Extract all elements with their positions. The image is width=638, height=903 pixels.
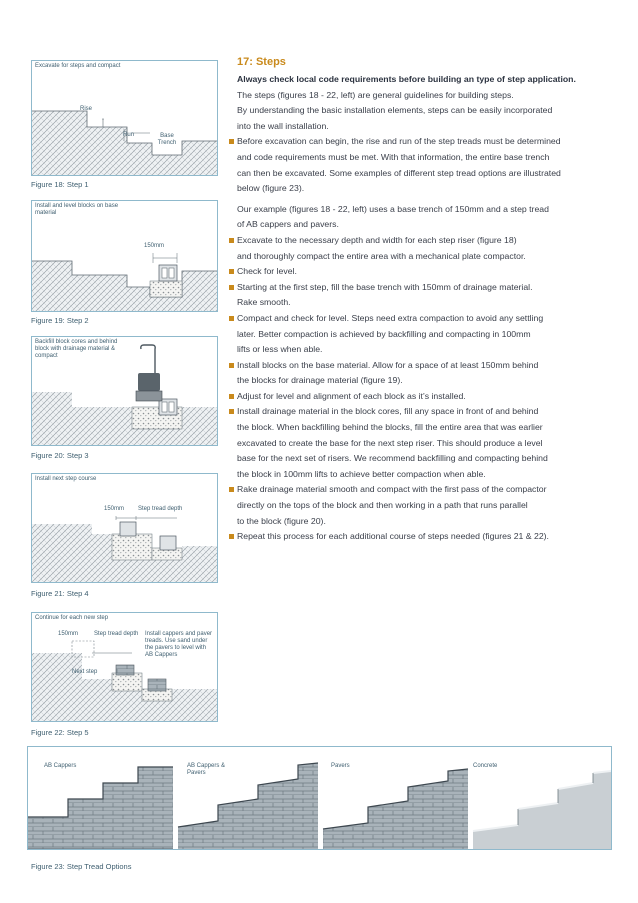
bullet-marker	[229, 394, 234, 399]
bullet-item	[229, 404, 609, 482]
figure-22-caption: Figure 22: Step 5	[31, 728, 89, 737]
bullet-line: Adjust for level and alignment of each block as it’s installed.	[237, 390, 466, 401]
figure-title: Backfill block cores and behind block with drainage material & compact	[35, 339, 118, 359]
figure-22-diagram	[32, 613, 217, 721]
bullet-marker	[229, 269, 234, 274]
bullet-item	[229, 482, 609, 529]
bullet-item	[229, 264, 609, 280]
step-tread-depth-label: Step tread depth	[94, 631, 139, 637]
bullet-line: below (figure 23).	[237, 183, 305, 194]
bullet-line: Before excavation can begin, the rise and run of the step treads must be determined	[237, 136, 561, 147]
intro-line: The steps (figures 18 - 22, left) are general guidelines for building steps.	[237, 89, 514, 100]
150mm-label: 150mm	[144, 243, 165, 249]
bullet-line: Rake smooth.	[237, 297, 291, 308]
example-line: of AB cappers and pavers.	[237, 219, 339, 230]
figure-18-step1	[31, 60, 218, 176]
install-cappers-note: Install cappers and paver treads. Use sand under the pavers to level with AB Cappers	[145, 631, 213, 658]
bullet-item	[229, 389, 609, 405]
figure-title: Install next step course	[35, 476, 97, 482]
bullet-marker	[229, 238, 234, 243]
rise-label: Rise	[80, 106, 93, 112]
bullet-line: Install blocks on the base material. Allow for a space of at least 150mm behind	[237, 359, 539, 370]
figure-21-caption: Figure 21: Step 4	[31, 589, 89, 598]
bullet-line: to the block (figure 20).	[237, 515, 326, 526]
tread-label-ab-cappers-pavers: AB Cappers & Pavers	[187, 763, 226, 776]
bullet-line: excavated to create the base for the next step riser. This should produce a level	[237, 437, 543, 448]
bullet-excavation	[229, 134, 609, 196]
bullet-item	[229, 311, 609, 358]
figure-19-caption: Figure 19: Step 2	[31, 316, 89, 325]
intro-bold: Always check local code requirements before building an type of step application.	[237, 74, 576, 84]
bullet-marker	[229, 409, 234, 414]
example-line: Our example (figures 18 - 22, left) uses a base trench of 150mm and a step tread	[237, 203, 549, 214]
next-step-label: Next step	[72, 669, 98, 675]
tread-options-illustration	[28, 747, 611, 849]
section-heading: 17: Steps	[237, 56, 286, 68]
figure-20-step3	[31, 336, 218, 446]
bullet-item	[229, 280, 609, 311]
bullet-line: the block in 100mm lifts to achieve better compaction when able.	[237, 468, 486, 479]
intro-line: into the wall installation.	[237, 120, 329, 131]
bullet-line: Excavate to the necessary depth and width for each step riser (figure 18)	[237, 234, 517, 245]
step-tread-depth-label: Step tread depth	[138, 506, 183, 512]
figure-23-caption: Figure 23: Step Tread Options	[31, 862, 132, 871]
bullet-marker	[229, 363, 234, 368]
bullet-line: Rake drainage material smooth and compact with the first pass of the compactor	[237, 484, 547, 495]
intro-line: By understanding the basic installation elements, steps can be easily incorporated	[237, 105, 553, 116]
bullet-line: and thoroughly compact the entire area with a mechanical plate compactor.	[237, 250, 526, 261]
figure-19-diagram	[32, 201, 217, 311]
figure-title: Excavate for steps and compact	[35, 63, 121, 69]
figure-21-step4	[31, 473, 218, 583]
bullet-line: Check for level.	[237, 266, 297, 277]
figure-20-caption: Figure 20: Step 3	[31, 451, 89, 460]
tread-concrete	[473, 771, 611, 849]
bullet-line: Install drainage material in the block cores, fill any space in front of and behind	[237, 406, 539, 417]
tread-label-ab-cappers: AB Cappers	[44, 763, 77, 769]
figure-title: Continue for each new step	[35, 615, 109, 621]
figure-19-step2	[31, 200, 218, 312]
bullet-line: Starting at the first step, fill the base trench with 150mm of drainage material.	[237, 281, 533, 292]
150mm-label: 150mm	[58, 631, 79, 637]
tread-ab-cappers	[28, 767, 173, 849]
steps-section	[229, 56, 609, 545]
bullet-item	[229, 233, 609, 264]
bullet-line: lifts or less when able.	[237, 344, 323, 355]
base-trench-label: Base Trench	[157, 133, 177, 146]
bullet-line: the blocks for drainage material (figure 19).	[237, 375, 403, 386]
bullet-marker	[229, 316, 234, 321]
tread-label-pavers: Pavers	[331, 763, 350, 769]
bullet-line: the block. When backfilling behind the blocks, fill the entire area that was earlier	[237, 422, 543, 433]
bullet-line: can then be excavated. Some examples of different step tread options are illustrated	[237, 167, 561, 178]
figure-23-tread-options	[27, 746, 612, 850]
bullet-line: base for the next set of risers. We recommend backfilling and compacting behind	[237, 453, 548, 464]
bullet-marker	[229, 534, 234, 539]
bullet-item	[229, 529, 609, 545]
bullet-line: Repeat this process for each additional course of steps needed (figures 21 & 22).	[237, 531, 549, 542]
figure-18-caption: Figure 18: Step 1	[31, 180, 89, 189]
bullet-item	[229, 358, 609, 389]
bullet-line: Compact and check for level. Steps need extra compaction to avoid any settling	[237, 312, 544, 323]
bullet-marker	[229, 285, 234, 290]
tread-label-concrete: Concrete	[473, 763, 498, 769]
figure-18-diagram	[32, 61, 217, 175]
figure-22-step5	[31, 612, 218, 722]
bullet-marker	[229, 139, 234, 144]
figure-title: Install and level blocks on base material	[35, 203, 119, 216]
run-label: Run	[123, 132, 135, 138]
tread-pavers	[323, 769, 468, 849]
bullet-line: and code requirements must be met. With that information, the entire base trench	[237, 151, 550, 162]
bullet-marker	[229, 487, 234, 492]
figure-21-diagram	[32, 474, 217, 582]
bullet-line: directly on the tops of the block and then working in a path that runs parallel	[237, 500, 528, 511]
bullet-line: later. Better compaction is achieved by backfilling and compacting in 100mm	[237, 328, 531, 339]
150mm-label: 150mm	[104, 506, 125, 512]
